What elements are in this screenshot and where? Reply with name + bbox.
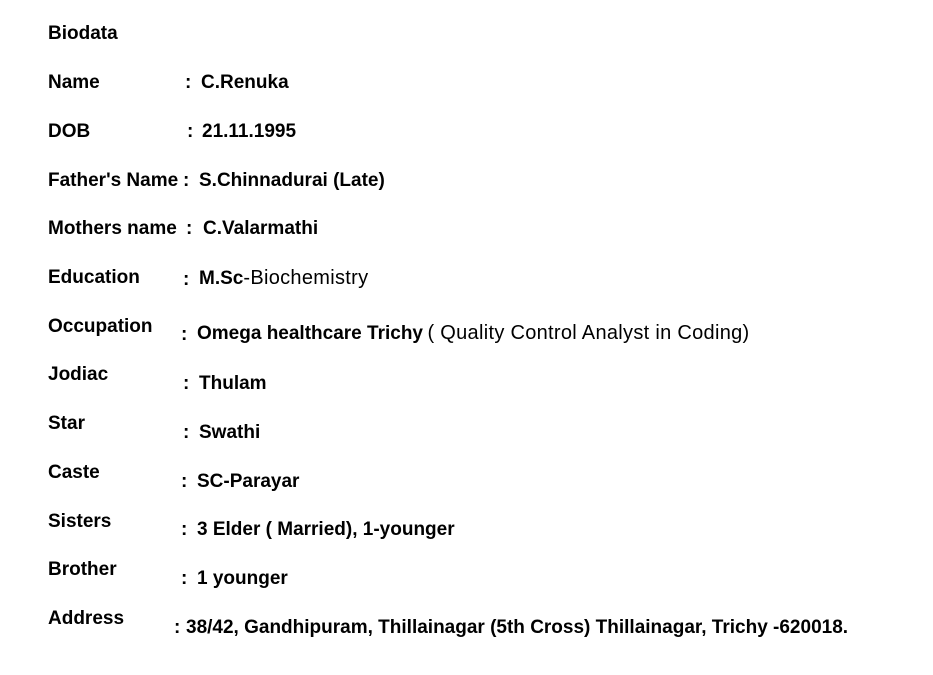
occupation-label: Occupation	[48, 316, 153, 337]
jodiac-value: Thulam	[199, 373, 267, 394]
brother-label: Brother	[48, 559, 117, 580]
education-degree: M.Sc	[199, 268, 244, 289]
father-name-colon: :	[183, 170, 190, 191]
star-label: Star	[48, 413, 85, 434]
occupation-role: ( Quality Control Analyst in Coding)	[427, 322, 750, 344]
caste-label: Caste	[48, 462, 100, 483]
sisters-label: Sisters	[48, 511, 112, 532]
mother-name-label: Mothers name	[48, 218, 177, 239]
education-value	[199, 268, 368, 288]
name-colon: :	[185, 72, 192, 93]
address-colon: :	[174, 617, 181, 638]
mother-name-colon: :	[186, 218, 193, 239]
caste-colon: :	[181, 471, 188, 492]
occupation-colon: :	[181, 324, 188, 345]
document-title: Biodata	[48, 23, 118, 44]
father-name-label: Father's Name	[48, 170, 179, 191]
star-colon: :	[183, 422, 190, 443]
address-value: 38/42, Gandhipuram, Thillainagar (5th Cross) Thillainagar, Trichy -620018.	[186, 617, 849, 638]
brother-colon: :	[181, 568, 188, 589]
mother-name-value: C.Valarmathi	[203, 218, 319, 239]
name-value: C.Renuka	[201, 72, 289, 93]
education-colon: :	[183, 269, 190, 290]
dob-value: 21.11.1995	[202, 121, 297, 142]
father-name-value: S.Chinnadurai (Late)	[199, 170, 385, 191]
sisters-value: 3 Elder ( Married), 1-younger	[197, 519, 455, 540]
education-label: Education	[48, 267, 140, 288]
brother-value: 1 younger	[197, 568, 288, 589]
caste-value: SC-Parayar	[197, 471, 300, 492]
address-label: Address	[48, 608, 125, 629]
occupation-employer: Omega healthcare Trichy	[197, 323, 423, 344]
name-label: Name	[48, 72, 100, 93]
jodiac-label: Jodiac	[48, 364, 109, 385]
jodiac-colon: :	[183, 373, 190, 394]
star-value: Swathi	[199, 422, 261, 443]
education-subject: -Biochemistry	[243, 267, 369, 289]
dob-label: DOB	[48, 121, 91, 142]
dob-colon: :	[187, 121, 194, 142]
sisters-colon: :	[181, 519, 188, 540]
occupation-value	[197, 323, 750, 343]
